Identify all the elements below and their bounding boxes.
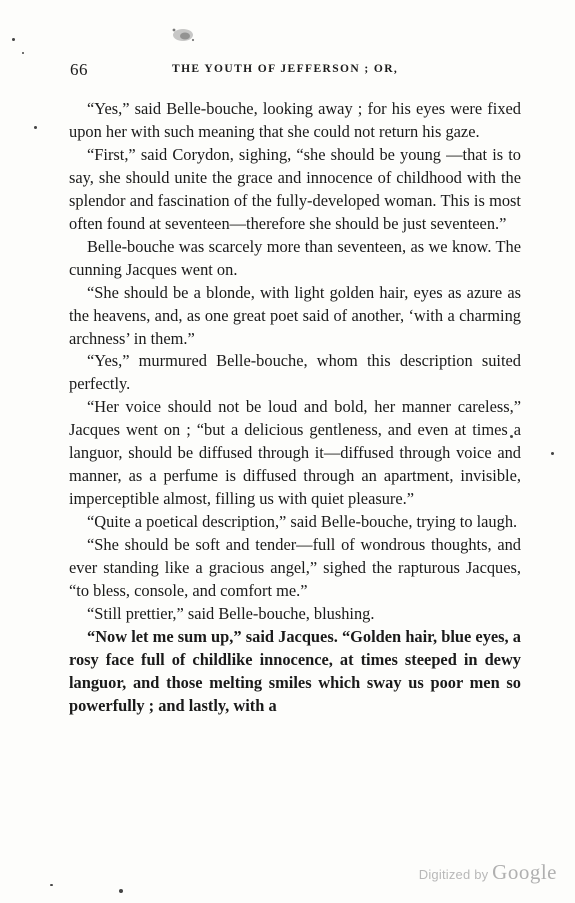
speck <box>22 52 24 54</box>
paragraph: “Quite a poetical description,” said Belle-bouche, trying to laugh. <box>87 512 518 532</box>
paragraph: “Now let me sum up,” said Jacques. “Golden hair, blue eyes, a rosy face full of childlike innocence, at times steeped in dewy languor, and those melting smiles which sway us poor men so powerfully ; and lastly, with a <box>69 626 521 715</box>
page-number: 66 <box>70 60 88 79</box>
speck <box>12 38 15 41</box>
watermark-prefix: Digitized by <box>418 867 489 882</box>
paragraph: “She should be a blonde, with light golden hair, eyes as azure as the heavens, and, as one great poet said of another, ‘with a charming archness’ in them.” <box>69 282 521 348</box>
page-body <box>69 98 521 718</box>
paragraph: “Yes,” said Belle-bouche, looking away ; for his eyes were fixed upon her with such meaning that she could not return his gaze. <box>69 99 521 141</box>
ink-smudge <box>166 24 200 46</box>
digitized-watermark <box>419 860 557 885</box>
speck <box>551 452 554 455</box>
paragraph: “She should be soft and tender—full of wondrous thoughts, and ever standing like a gracious angel,” sighed the rapturous Jacques, “to bless, console, and comfort me.” <box>69 535 521 601</box>
speck <box>34 126 37 129</box>
speck <box>119 889 123 893</box>
watermark-brand: Google <box>492 860 557 884</box>
paragraph: “Still prettier,” said Belle-bouche, blushing. <box>87 603 375 623</box>
page-header <box>64 60 524 82</box>
paragraph: “First,” said Corydon, sighing, “she should be young —that is to say, she should unite the grace and innocence of childhood with the splendor and fascination of the fully-developed woman. This is most often found at seventeen—therefore she should be just seventeen.” <box>69 144 521 233</box>
paragraph: “Yes,” murmured Belle-bouche, whom this description suited perfectly. <box>69 351 521 394</box>
paragraph: Belle-bouche was scarcely more than seventeen, as we know. The cunning Jacques went on. <box>69 236 521 279</box>
running-title: THE YOUTH OF JEFFERSON ; OR, <box>172 63 399 75</box>
paragraph: “Her voice should not be loud and bold, her manner careless,” Jacques went on ; “but a delicious gentleness, and even at times a languor, should be diffused through it—diffused through voice and manner, as a perfume is diffused through an apartment, invisible, imperceptible almost, filling us with quiet pleasure.” <box>69 397 521 509</box>
speck <box>50 884 53 886</box>
